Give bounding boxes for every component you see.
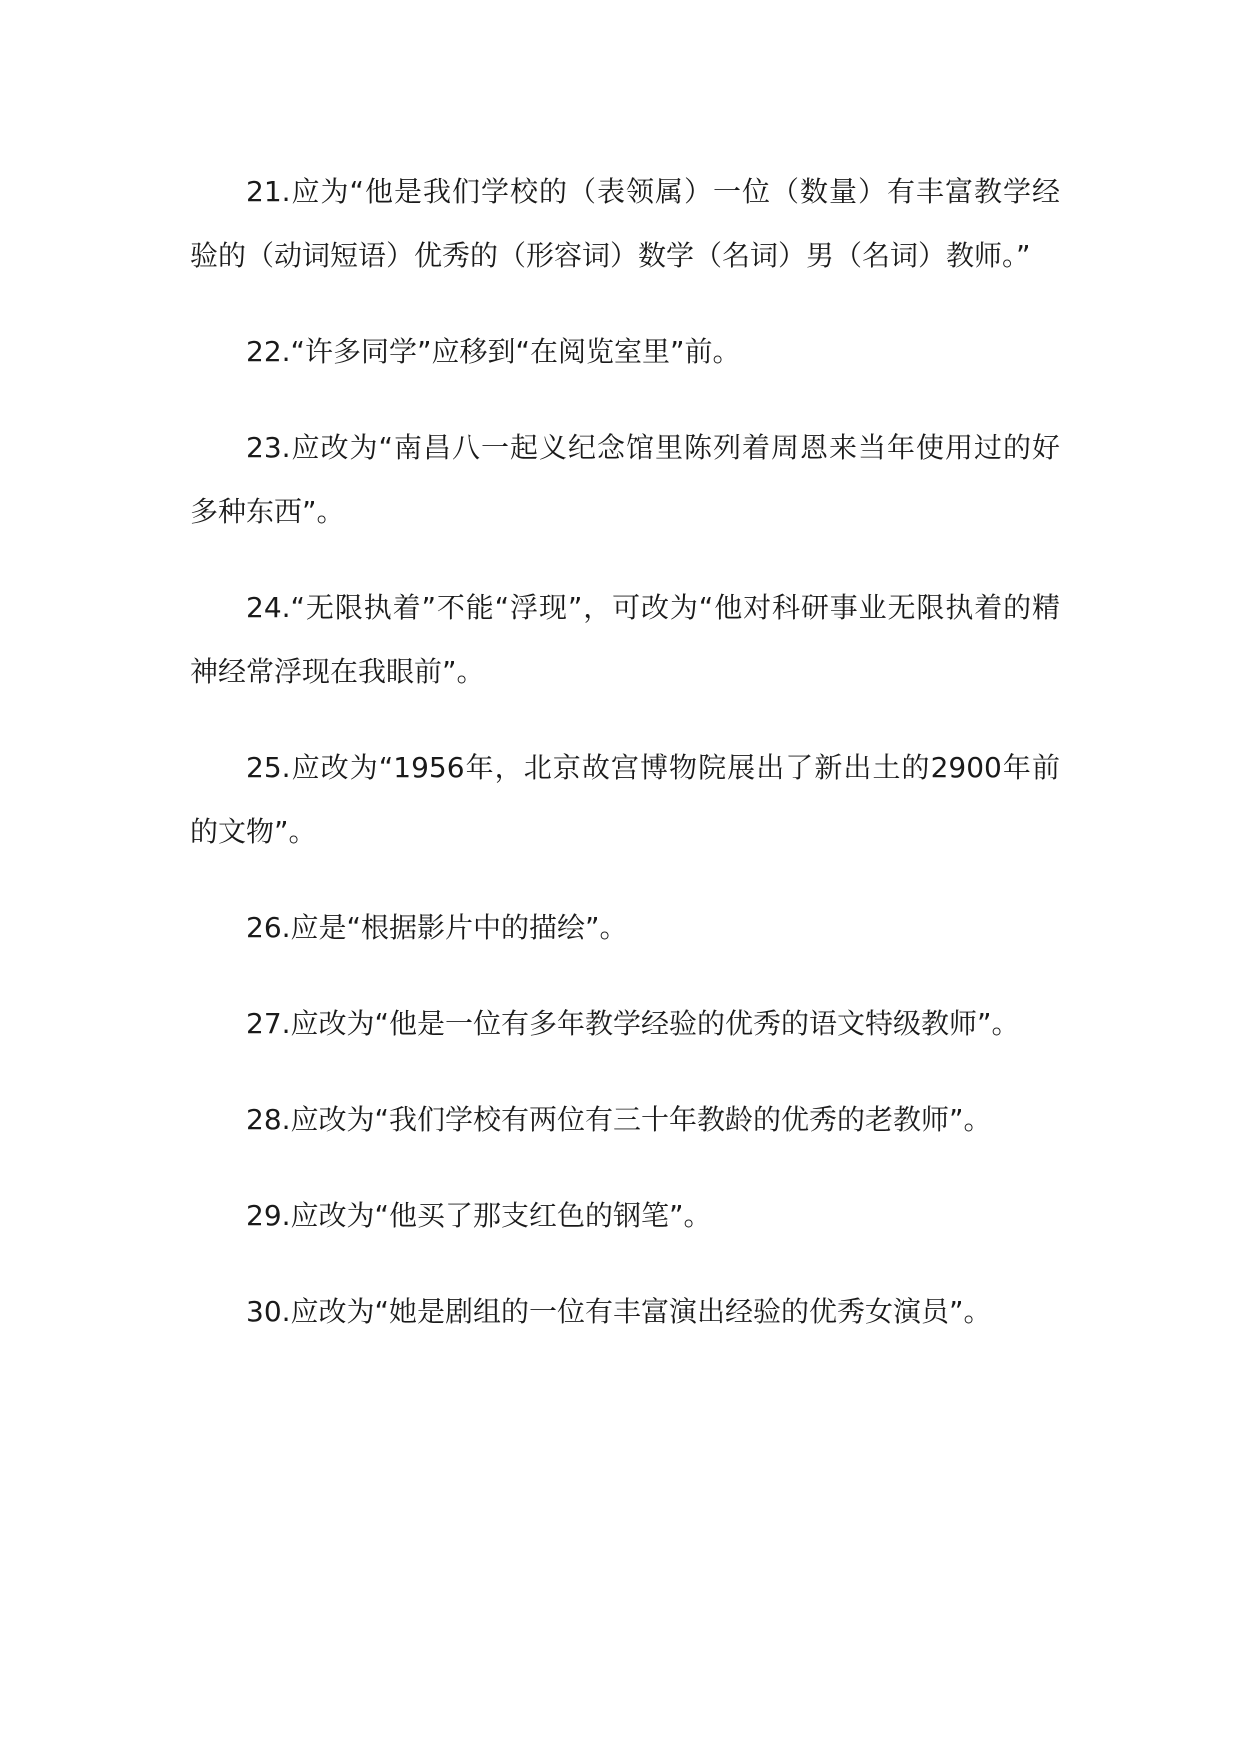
item-number: 26. [246,911,291,944]
answer-item-26 [190,896,1060,960]
answer-item-27 [190,992,1060,1056]
item-text: 应改为“她是剧组的一位有丰富演出经验的优秀女演员”。 [290,1295,992,1328]
answer-item-29 [190,1184,1060,1248]
item-number: 24. [246,591,291,624]
answer-item-21 [190,160,1060,288]
answer-item-28 [190,1088,1060,1152]
item-text: 应为“他是我们学校的（表领属）一位（数量）有丰富教学经验的（动词短语）优秀的（形容词）数学（名词）男（名词）教师。” [190,175,1060,272]
item-number: 29. [246,1199,291,1232]
item-text: 应改为“南昌八一起义纪念馆里陈列着周恩来当年使用过的好多种东西”。 [190,431,1060,528]
answer-item-23 [190,416,1060,544]
item-number: 22. [246,335,291,368]
answer-item-24 [190,576,1060,704]
answer-item-30 [190,1280,1060,1344]
item-number: 27. [246,1007,291,1040]
item-number: 21. [246,175,291,208]
item-text: 应改为“1956年，北京故宫博物院展出了新出土的2900年前的文物”。 [190,751,1060,848]
item-text: “许多同学”应移到“在阅览室里”前。 [290,335,741,368]
item-text: “无限执着”不能“浮现”，可改为“他对科研事业无限执着的精神经常浮现在我眼前”。 [190,591,1060,688]
item-text: 应是“根据影片中的描绘”。 [290,911,628,944]
item-number: 25. [246,751,291,784]
item-number: 23. [246,431,291,464]
item-number: 30. [246,1295,291,1328]
answer-item-25 [190,736,1060,864]
answer-item-22 [190,320,1060,384]
item-number: 28. [246,1103,291,1136]
item-text: 应改为“我们学校有两位有三十年教龄的优秀的老教师”。 [290,1103,992,1136]
item-text: 应改为“他买了那支红色的钢笔”。 [290,1199,712,1232]
answer-list [190,160,1060,1344]
item-text: 应改为“他是一位有多年教学经验的优秀的语文特级教师”。 [290,1007,1020,1040]
